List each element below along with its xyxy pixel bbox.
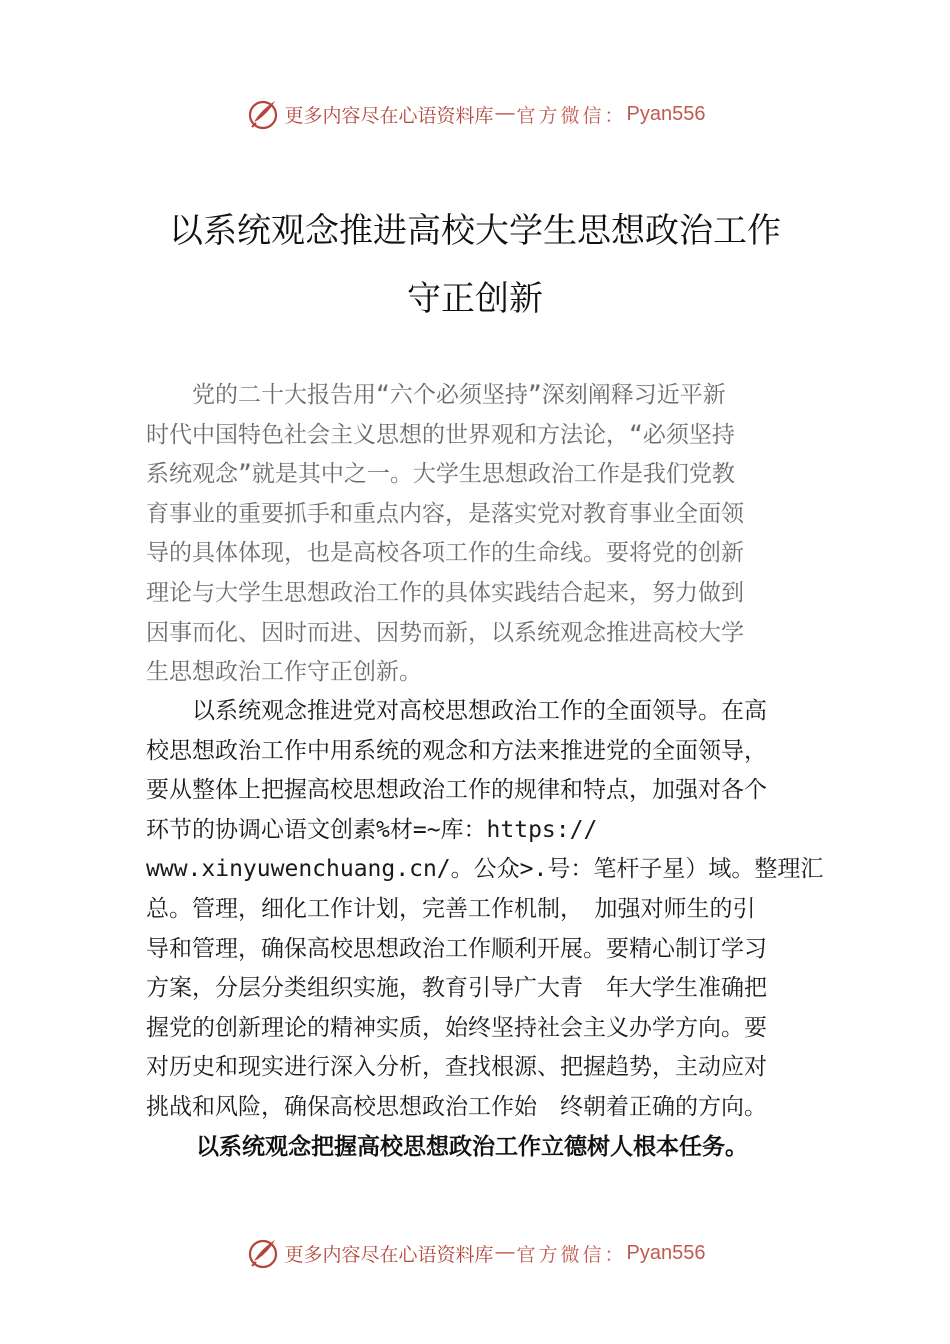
text-line: 环节的协调心语文创素%材=~库：https:// xyxy=(146,816,598,843)
text-line: 以系统观念推进党对高校思想政治工作的全面领导。在高 xyxy=(146,698,767,724)
text-line: 时代中国特色社会主义思想的世界观和方法论，“必须坚持 xyxy=(146,421,735,448)
paragraph-leadership xyxy=(146,692,836,1128)
text-line: 校思想政治工作中用系统的观念和方法来推进党的全面领导， xyxy=(146,737,767,764)
text-line: 理论与大学生思想政治工作的具体实践结合起来，努力做到 xyxy=(146,579,744,606)
text-line: 方案，分层分类组织实施，教育引导广大青 年大学生准确把 xyxy=(146,975,767,1002)
text-line: 握党的创新理论的精神实质，始终坚持社会主义办学方向。要 xyxy=(146,1014,767,1041)
text-line: 党的二十大报告用“六个必须坚持”深刻阐释习近平新 xyxy=(146,382,726,408)
text-line: 总。管理，细化工作计划，完善工作机制， 加强对师生的引 xyxy=(146,895,756,922)
text-line: 育事业的重要抓手和重点内容，是落实党对教育事业全面领 xyxy=(146,500,744,527)
wechat-label: 官方微信： xyxy=(516,1243,627,1266)
text-line: 因事而化、因时而进、因势而新，以系统观念推进高校大学 xyxy=(146,619,744,646)
banner-dash: — xyxy=(495,103,515,124)
wechat-label: 官方微信： xyxy=(516,104,627,127)
wechat-id: Pyan556 xyxy=(626,1241,706,1264)
quill-logo-icon xyxy=(245,96,281,132)
text-line: 对历史和现实进行深入分析，查找根源、把握趋势，主动应对 xyxy=(146,1054,767,1081)
banner-text: 更多内容尽在心语资料库 xyxy=(284,1243,494,1266)
text-line: 导和管理，确保高校思想政治工作顺利开展。要精心制订学习 xyxy=(146,935,767,962)
text-line: 挑战和风险，确保高校思想政治工作始 终朝着正确的方向。 xyxy=(146,1093,767,1120)
text-line: 导的具体体现，也是高校各项工作的生命线。要将党的创新 xyxy=(146,540,744,567)
document-title-line2: 守正创新 xyxy=(407,279,543,319)
paragraph-intro xyxy=(146,376,836,693)
text-line: 要从整体上把握高校思想政治工作的规律和特点，加强对各个 xyxy=(146,777,767,804)
document-title-line1: 以系统观念推进高校大学生思想政治工作 xyxy=(169,211,781,251)
header-banner xyxy=(0,94,950,134)
banner-text: 更多内容尽在心语资料库 xyxy=(284,104,494,127)
quill-logo-icon xyxy=(245,1235,281,1271)
wechat-id: Pyan556 xyxy=(626,102,706,125)
footer-banner xyxy=(0,1233,950,1273)
text-line: www.xinyuwenchuang.cn/。公众>.号：笔杆子星）域。整理汇 xyxy=(146,856,824,883)
text-line: 系统观念”就是其中之一。大学生思想政治工作是我们党教 xyxy=(146,461,735,488)
section-heading: 以系统观念把握高校思想政治工作立德树人根本任务。 xyxy=(196,1134,748,1160)
text-line: 生思想政治工作守正创新。 xyxy=(146,659,422,686)
banner-dash: — xyxy=(495,1242,515,1263)
